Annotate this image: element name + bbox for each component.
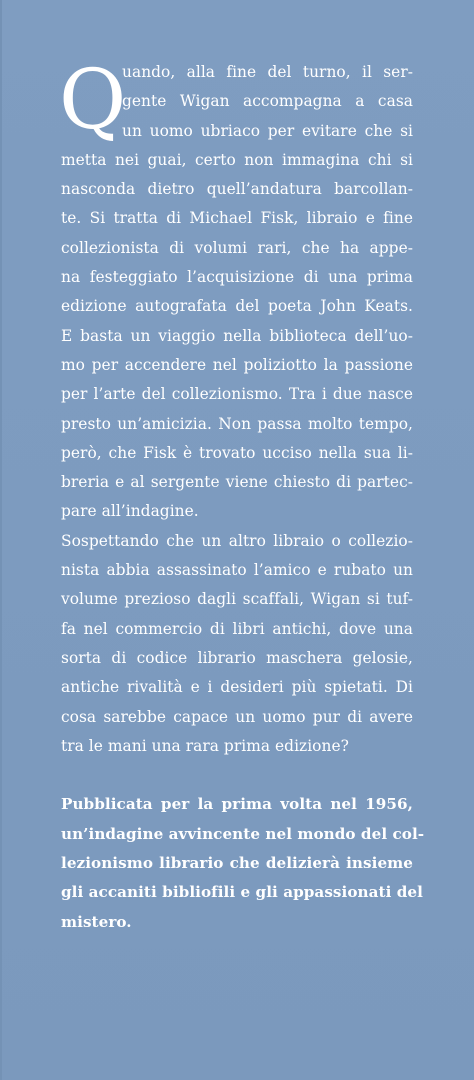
text-line: lezionismo librario che delizierà insieme [61,854,413,873]
text-line: gente Wigan accompagna a casa [122,92,413,111]
text-line: però, che Fisk è trovato ucciso nella sua li- [61,443,413,462]
text-line: Pubblicata per la prima volta nel 1956, [61,795,413,814]
paragraph-2 [61,527,413,761]
drop-cap: Q [59,53,127,148]
text-line: metta nei guai, certo non immagina chi si [61,150,413,169]
text-line: pare all’indagine. [61,502,199,521]
text-line: collezionista di volumi rari, che ha appe- [61,238,413,257]
text-line: fa nel commercio di libri antichi, dove una [61,619,413,638]
text-line: uando, alla fine del turno, il ser- [122,63,413,81]
text-line: presto un’amicizia. Non passa molto tempo, [61,414,413,433]
text-line: nasconda dietro quell’andatura barcollan- [61,180,413,199]
text-line: un uomo ubriaco per evitare che si [122,121,413,140]
text-line: breria e al sergente viene chiesto di partec- [61,473,413,492]
text-line: mo per accendere nel poliziotto la passione [61,355,413,374]
text-line: sorta di codice librario maschera gelosie, [61,648,413,667]
text-line: Sospettando che un altro libraio o collezio- [61,531,413,550]
text-line: E basta un viaggio nella biblioteca dell’uo- [61,326,413,345]
blurb-text [59,53,425,937]
text-line: mistero. [61,912,132,931]
text-line: te. Si tratta di Michael Fisk, libraio e fine [61,209,413,228]
paragraph-spacer [61,761,413,790]
text-line: cosa sarebbe capace un uomo pur di avere [61,707,413,726]
text-line: tra le mani una rara prima edizione? [61,736,349,755]
text-line: edizione autografata del poeta John Keats. [61,297,413,316]
text-line: per l’arte del collezionismo. Tra i due nasce [61,385,413,404]
text-line: nista abbia assassinato l’amico e rubato un [61,561,413,580]
text-line: un’indagine avvincente nel mondo del col- [61,824,425,843]
text-line: volume prezioso dagli scaffali, Wigan si tuf- [61,590,413,609]
paragraph-3-bold [61,790,425,936]
flap-edge [0,0,2,1080]
text-line: antiche rivalità e i desideri più spietati. Di [61,678,413,697]
text-line: gli accaniti bibliofili e gli appassionati del [61,883,423,902]
text-line: na festeggiato l’acquisizione di una prima [61,268,413,287]
